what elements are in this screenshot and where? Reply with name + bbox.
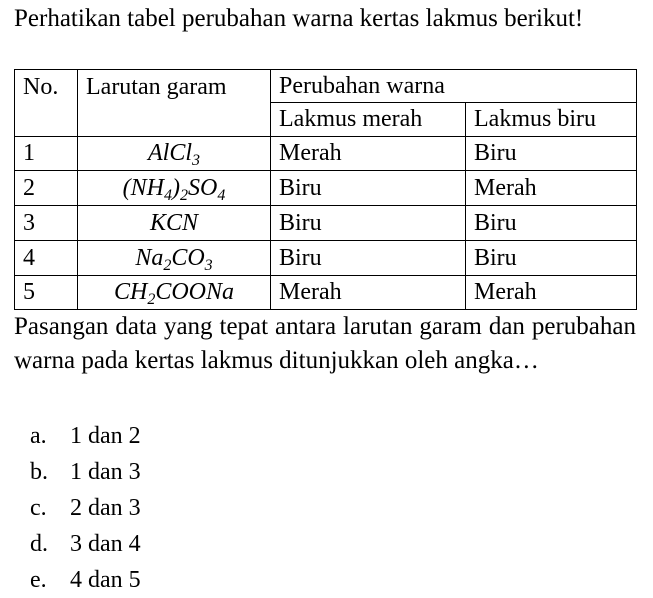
header-salt: Larutan garam (78, 70, 271, 137)
formula-subscript: 3 (204, 256, 213, 274)
option-a[interactable] (30, 418, 141, 454)
header-color-change: Perubahan warna (271, 70, 637, 103)
table-row (15, 276, 637, 310)
red-litmus-result: Merah (271, 137, 466, 171)
header-red-litmus: Lakmus merah (271, 103, 466, 137)
salt-formula: $CH_2COONa$ (113, 279, 235, 308)
option-letter: d. (30, 531, 48, 557)
intro-text: Perhatikan tabel perubahan warna kertas lakmus berikut! (14, 5, 584, 32)
option-letter: c. (30, 495, 47, 521)
table-row (15, 171, 637, 206)
litmus-table (14, 69, 637, 310)
formula-subscript: 4 (217, 186, 226, 204)
option-e[interactable] (30, 562, 141, 598)
salt-formula: $Na_2CO_3$ (135, 244, 213, 274)
red-litmus-result: Biru (271, 171, 466, 206)
formula-subscript: 2 (180, 186, 188, 204)
blue-litmus-result: Biru (466, 206, 637, 241)
row-number: 3 (15, 206, 78, 241)
header-no: No. (15, 70, 78, 137)
option-text: 1 dan 3 (70, 459, 141, 485)
salt-formula: AlCl$_3$ (147, 140, 200, 169)
option-text: 4 dan 5 (70, 567, 141, 593)
table-header-row (15, 70, 637, 103)
red-litmus-result: Merah (271, 276, 466, 310)
formula-subscript: 4 (164, 186, 172, 204)
blue-litmus-result: Merah (466, 276, 637, 310)
formula-subscript: 3 (192, 152, 200, 169)
table-row (15, 137, 637, 171)
option-text: 1 dan 2 (70, 423, 141, 449)
option-letter: b. (30, 459, 48, 485)
row-number: 2 (15, 171, 78, 206)
red-litmus-result: Biru (271, 241, 466, 276)
answer-options (30, 418, 141, 598)
formula-subscript: 2 (147, 291, 156, 308)
option-c[interactable] (30, 490, 141, 526)
table-row (15, 241, 637, 276)
formula-subscript: 2 (163, 256, 172, 274)
option-text: 2 dan 3 (70, 495, 141, 521)
row-number: 4 (15, 241, 78, 276)
option-d[interactable] (30, 526, 141, 562)
row-number: 5 (15, 276, 78, 310)
blue-litmus-result: Biru (466, 241, 637, 276)
header-blue-litmus: Lakmus biru (466, 103, 637, 137)
blue-litmus-result: Merah (466, 171, 637, 206)
salt-formula: $(NH_4)_2SO_4$ (122, 174, 226, 204)
question-text: Pasangan data yang tepat antara larutan garam dan perubahan warna pada kertas lakmus ditunjukkan oleh angka… (14, 313, 636, 374)
red-litmus-result: Biru (271, 206, 466, 241)
row-number: 1 (15, 137, 78, 171)
table-row (15, 206, 637, 241)
blue-litmus-result: Biru (466, 137, 637, 171)
option-text: 3 dan 4 (70, 531, 141, 557)
option-letter: a. (30, 423, 47, 449)
salt-formula: KCN (149, 209, 199, 236)
option-letter: e. (30, 567, 47, 593)
option-b[interactable] (30, 454, 141, 490)
